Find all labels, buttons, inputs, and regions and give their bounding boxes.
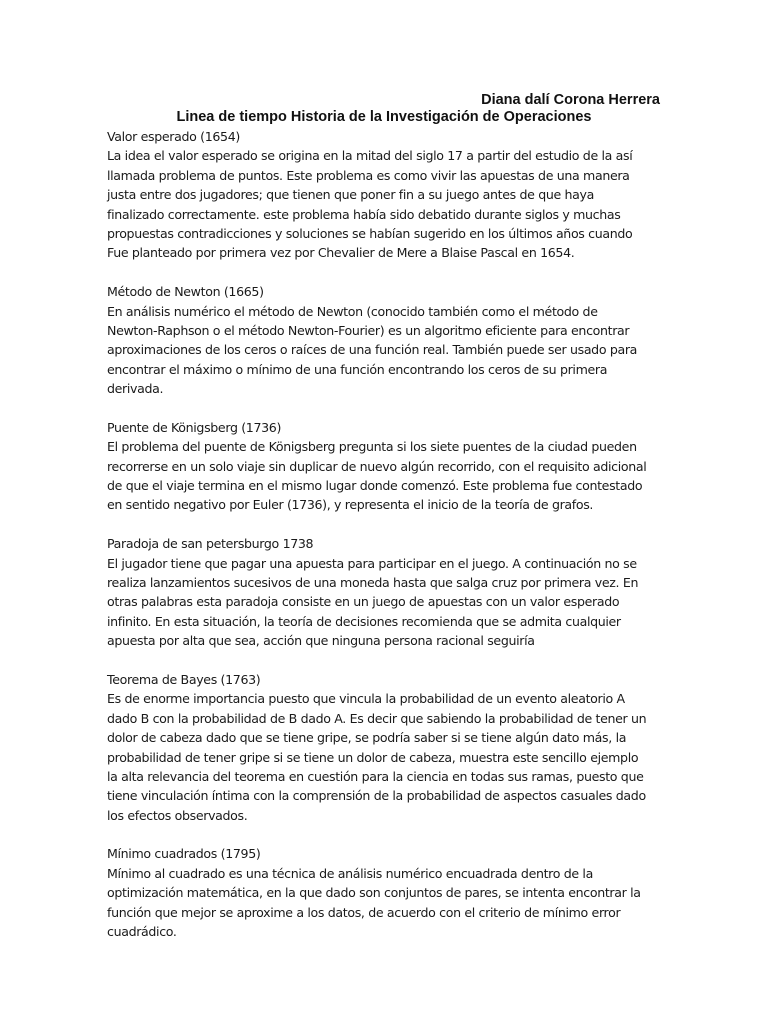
section: [107, 670, 667, 825]
paragraph-line: recorrerse en un solo viaje sin duplicar de nuevo algún recorrido, con el requisito adicional: [107, 458, 647, 474]
section: [107, 127, 667, 263]
section-heading: Método de Newton (1665): [107, 284, 264, 300]
sections-container: [107, 127, 667, 961]
paragraph-line: Mínimo al cuadrado es una técnica de análisis numérico encuadrada dentro de la: [107, 865, 593, 881]
paragraph-line: En análisis numérico el método de Newton (conocido también como el método de: [107, 303, 598, 319]
paragraph-line: finalizado correctamente. este problema había sido debatido durante siglos y muchas: [107, 206, 621, 222]
paragraph-line: la alta relevancia del teorema en cuestión para la ciencia en todas sus ramas, puesto que: [107, 768, 644, 784]
paragraph-line: justa entre dos jugadores; que tienen que poner fin a su juego antes de que haya: [107, 187, 595, 203]
paragraph-line: función que mejor se aproxime a los datos, de acuerdo con el criterio de mínimo error: [107, 904, 621, 920]
paragraph-line: Newton-Raphson o el método Newton-Fourier) es un algoritmo eficiente para encontrar: [107, 322, 630, 338]
section: [107, 418, 667, 515]
paragraph-line: de que el viaje termina en el mismo lugar donde comenzó. Este problema fue contestado: [107, 478, 643, 494]
section-heading: Paradoja de san petersburgo 1738: [107, 536, 314, 552]
paragraph-line: cuadrádico.: [107, 924, 177, 940]
paragraph-line: dolor de cabeza dado que se tiene gripe, se podría saber si se tiene algún dato más, la: [107, 730, 627, 746]
section-heading: Valor esperado (1654): [107, 129, 240, 144]
paragraph-line: los efectos observados.: [107, 807, 248, 823]
section-heading: Mínimo cuadrados (1795): [107, 846, 261, 862]
paragraph-line: El problema del puente de Königsberg pregunta si los siete puentes de la ciudad pueden: [107, 439, 637, 455]
section: [107, 534, 667, 650]
author-name: Diana dalí Corona Herrera: [481, 92, 660, 108]
paragraph-line: probabilidad de tener gripe si se tiene un dolor de cabeza, muestra este sencillo ejemplo: [107, 749, 639, 765]
paragraph-line: realiza lanzamientos sucesivos de una moneda hasta que salga cruz por primera vez. En: [107, 574, 639, 590]
paragraph-line: apuesta por alta que sea, acción que ninguna persona racional seguiría: [107, 633, 535, 649]
paragraph-line: propuestas contradicciones y soluciones se habían sugerido en los últimos años cuando: [107, 225, 633, 241]
section-heading: Teorema de Bayes (1763): [107, 671, 261, 687]
paragraph-line: aproximaciones de los ceros o raíces de una función real. También puede ser usado para: [107, 342, 638, 358]
paragraph-line: La idea el valor esperado se origina en la mitad del siglo 17 a partir del estudio de la así: [107, 148, 633, 164]
paragraph-line: Fue planteado por primera vez por Chevalier de Mere a Blaise Pascal en 1654.: [107, 245, 575, 261]
paragraph-line: otras palabras esta paradoja consiste en un juego de apuestas con un valor esperado: [107, 594, 620, 610]
paragraph-line: llamada problema de puntos. Este problema es como vivir las apuestas de una manera: [107, 167, 630, 183]
paragraph-line: tiene vinculación íntima con la comprensión de la probabilidad de aspectos casuales dado: [107, 788, 646, 804]
paragraph-line: derivada.: [107, 381, 164, 397]
section: [107, 282, 667, 398]
paragraph-line: Es de enorme importancia puesto que vincula la probabilidad de un evento aleatorio A: [107, 691, 625, 707]
paragraph-line: encontrar el máximo o mínimo de una función encontrando los ceros de su primera: [107, 361, 608, 377]
paragraph-line: en sentido negativo por Euler (1736), y representa el inicio de la teoría de grafos.: [107, 497, 594, 513]
section: [107, 844, 667, 941]
section-heading: Puente de Königsberg (1736): [107, 419, 282, 435]
paragraph-line: infinito. En esta situación, la teoría de decisiones recomienda que se admita cualquier: [107, 613, 621, 629]
paragraph-line: optimización matemática, en la que dado son conjuntos de pares, se intenta encontrar la: [107, 885, 641, 901]
paragraph-line: dado B con la probabilidad de B dado A. Es decir que sabiendo la probabilidad de tener un: [107, 710, 647, 726]
document-title: Linea de tiempo Historia de la Investigación de Operaciones: [176, 109, 592, 125]
paragraph-line: El jugador tiene que pagar una apuesta para participar en el juego. A continuación no se: [107, 555, 637, 571]
